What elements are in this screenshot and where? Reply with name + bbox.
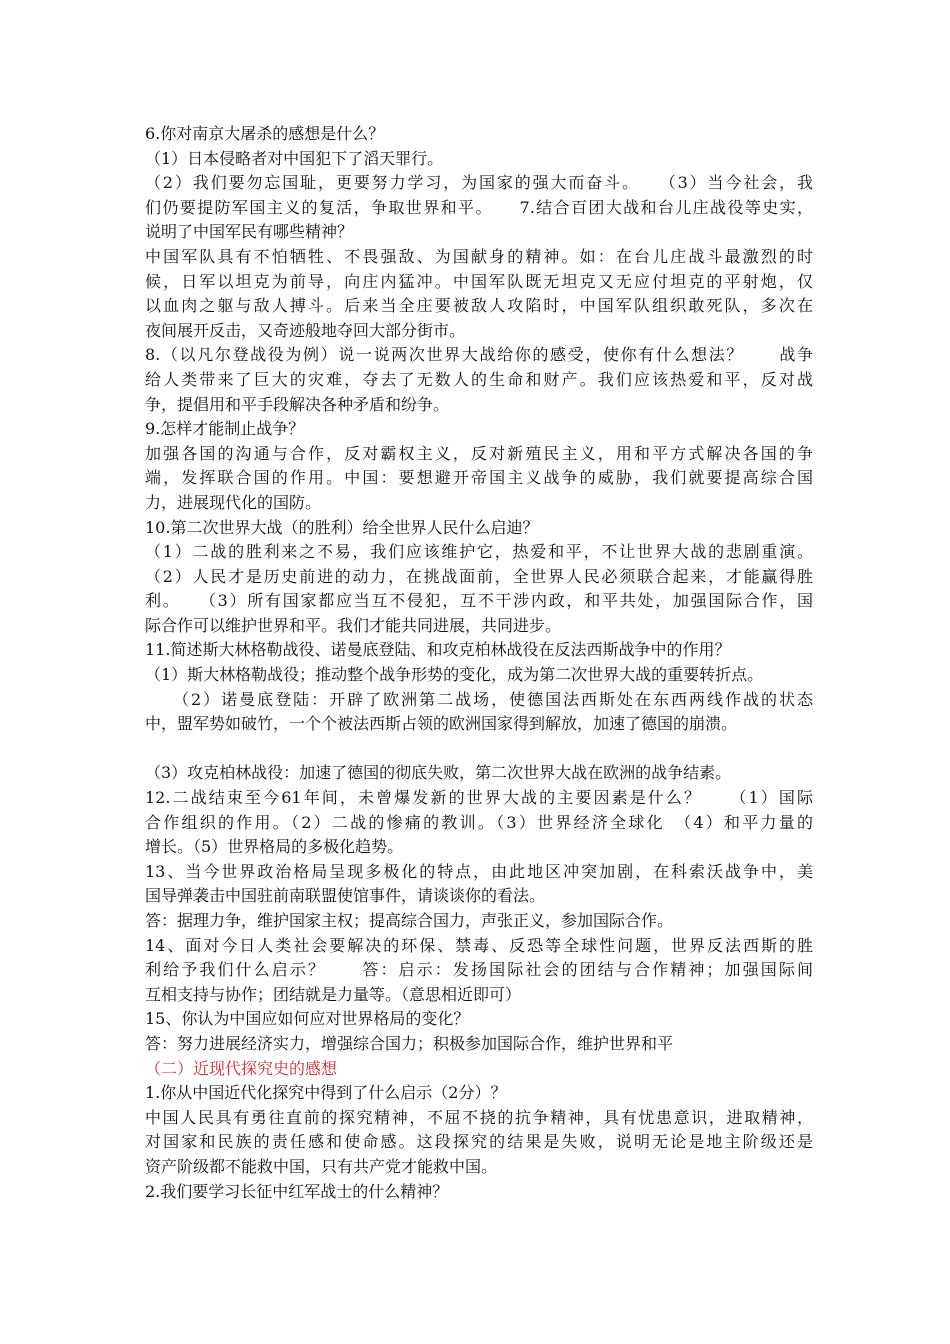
question-line: 说明了中国军民有哪些精神？ (145, 222, 354, 242)
answer-line: 以血肉之躯与敌人搏斗。后来当全庄要被敌人攻陷时，中国军队组织敢死队，多次在 (145, 296, 813, 316)
answer-line: 答：据理力争，维护国家主权；提高综合国力，声张正义，参加国际合作。 (145, 911, 674, 930)
question-line: 国导弹袭击中国驻前南联盟使馆事件，请谈谈你的看法。 (145, 886, 546, 906)
answer-line: （3）攻克柏林战役：加速了德国的彻底失败，第二次世界大战在欧洲的战争结素。 (145, 763, 732, 783)
section-heading: （二）近现代探究史的感想 (145, 1058, 338, 1078)
question-11: 11.简述斯大林格勒战役、诺曼底登陆、和攻克柏林战役在反法西斯战争中的作用？ (145, 640, 731, 660)
answer-line: 加强各国的沟通与合作，反对霸权主义，反对新殖民主义，用和平方式解决各国的争 (145, 443, 813, 463)
answer-line: 夜间展开反击，又奇迹般地夺回大部分街市。 (145, 320, 466, 340)
answer-line: 端，发挥联合国的作用。中国：要想避开帝国主义战争的威胁，我们就要提高综合国 (145, 468, 813, 488)
answer-line: （2）人民才是历史前进的动力，在挑战面前，全世界人民必须联合起来，才能赢得胜 (145, 566, 813, 586)
answer-line: 合作组织的作用。（2）二战的惨痛的教训。（3）世界经济全球化 （4）和平力量的 (145, 812, 813, 832)
answer-line: 际合作可以维护世界和平。我们才能共同进展，共同进步。 (145, 615, 562, 635)
answer-line: （1）斯大林格勒战役；推动整个战争形势的变化，成为第二次世界大战的重要转折点。 (145, 665, 764, 685)
question-8: 8.（以凡尔登战役为例）说一说两次世界大战给你的感受，使你有什么想法？ 战争 (145, 345, 813, 365)
answer-line: （2）我们要勿忘国耻，更要努力学习，为国家的强大而奋斗。 （3）当今社会，我 (145, 173, 813, 193)
question-15: 15、你认为中国应如何应对世界格局的变化？ (145, 1009, 470, 1029)
question-13: 13、当今世界政治格局呈现多极化的特点，由此地区冲突加剧，在科索沃战争中，美 (145, 861, 813, 881)
answer-line: 对国家和民族的责任感和使命感。这段探究的结果是失败，说明无论是地主阶级还是 (145, 1132, 813, 1152)
document-body (145, 122, 813, 1204)
answer-line: 利。 （3）所有国家都应当互不侵犯，互不干涉内政，和平共处，加强国际合作，国 (145, 591, 813, 611)
answer-line: 利给予我们什么启示？ 答：启示：发扬国际社会的团结与合作精神；加强国际间 (145, 960, 813, 980)
blank-line (145, 737, 813, 762)
question-9: 9.怎样才能制止战争？ (145, 419, 305, 439)
answer-line: 候，日军以坦克为前导，向庄内猛冲。中国军队既无坦克又无应付坦克的平射炮，仅 (145, 271, 813, 291)
question-6: 6.你对南京大屠杀的感想是什么？ (145, 124, 385, 143)
answer-line: 资产阶级都不能救中国，只有共产党才能救中国。 (145, 1156, 498, 1176)
answer-line: （2）诺曼底登陆：开辟了欧洲第二战场，使德国法西斯处在东西两线作战的状态 (145, 689, 813, 709)
answer-line: 互相支持与协作；团结就是力量等。（意思相近即可） (145, 984, 522, 1004)
question-7: 们仍要提防军国主义的复活，争取世界和平。 7.结合百团大战和台儿庄战役等史实， (145, 197, 813, 217)
section-question-1: 1.你从中国近代化探究中得到了什么启示（2分）？ (145, 1083, 507, 1103)
question-10: 10.第二次世界大战（的胜利）给全世界人民什么启迪？ (145, 517, 539, 537)
answer-line: （1）二战的胜利来之不易，我们应该维护它，热爱和平，不让世界大战的悲剧重演。 (145, 542, 813, 562)
question-12: 12.二战结束至今61年间，未曾爆发新的世界大战的主要因素是什么？ （1）国际 (145, 788, 813, 808)
answer-line: 中，盟军势如破竹，一个个被法西斯占领的欧洲国家得到解放，加速了德国的崩溃。 (145, 714, 738, 734)
answer-line: 给人类带来了巨大的灾难，夺去了无数人的生命和财产。我们应该热爱和平，反对战 (145, 369, 813, 389)
question-14: 14、面对今日人类社会要解决的环保、禁毒、反恐等全球性问题，世界反法西斯的胜 (145, 935, 813, 955)
answer-line: （1）日本侵略者对中国犯下了滔天罪行。 (145, 148, 444, 168)
answer-line: 中国军队具有不怕牺牲、不畏强敌、为国献身的精神。如：在台儿庄战斗最激烈的时 (145, 246, 813, 266)
answer-line: 中国人民具有勇往直前的探究精神，不屈不挠的抗争精神，具有忧患意识，进取精神， (145, 1107, 813, 1127)
answer-line: 增长。（5）世界格局的多极化趋势。 (145, 837, 404, 857)
answer-line: 力，进展现代化的国防。 (145, 492, 322, 512)
section-question-2: 2.我们要学习长征中红军战士的什么精神？ (145, 1181, 449, 1201)
answer-line: 争，提倡用和平手段解决各种矛盾和纷争。 (145, 394, 450, 414)
answer-line: 答：努力进展经济实力，增强综合国力；积极参加国际合作，维护世界和平 (145, 1033, 674, 1053)
